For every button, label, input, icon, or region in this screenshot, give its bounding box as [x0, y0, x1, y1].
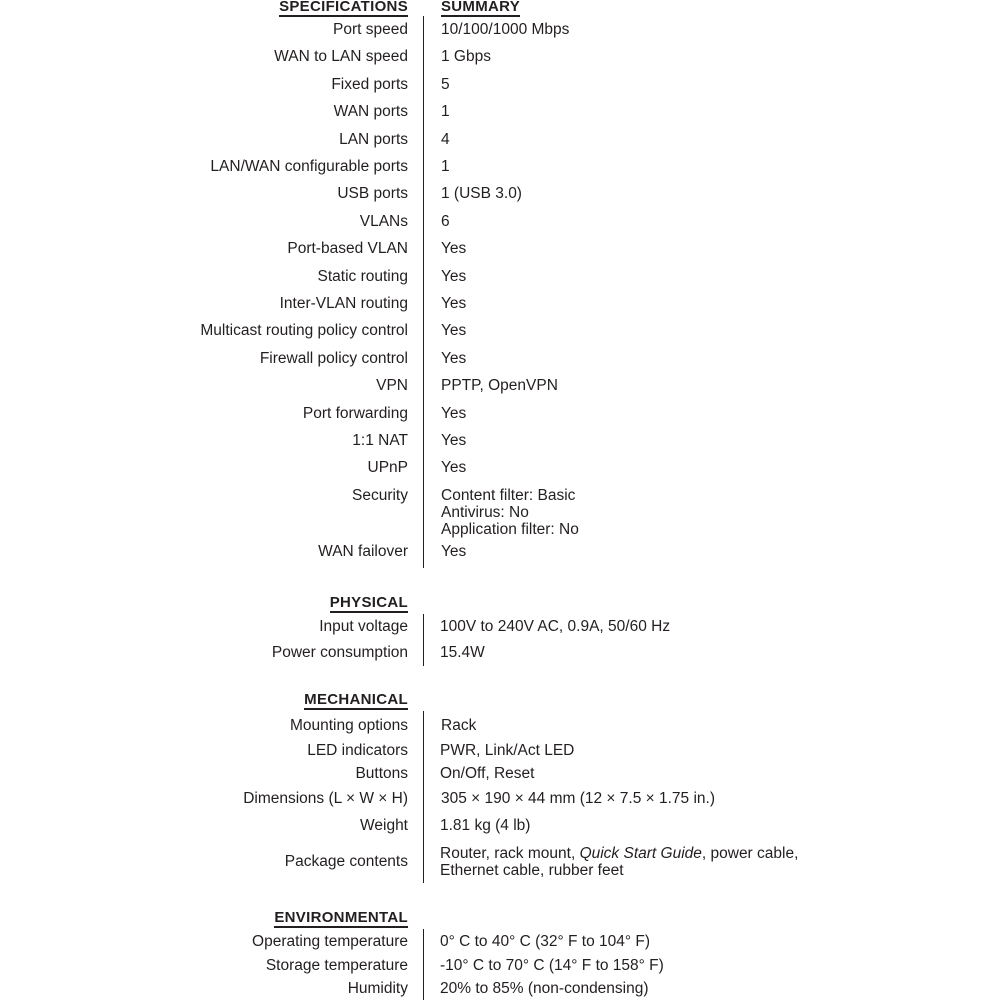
spec-label: LAN/WAN configurable ports — [210, 158, 408, 175]
spec-label: Security — [352, 487, 408, 504]
mechanical-label: Dimensions (L × W × H) — [243, 790, 408, 807]
package-contents-text: , power cable, — [701, 845, 799, 862]
environmental-value: 20% to 85% (non-condensing) — [440, 980, 649, 997]
spec-label: USB ports — [337, 185, 408, 202]
package-contents-text: Router, rack mount, — [440, 845, 580, 862]
environmental-label: Humidity — [347, 980, 408, 997]
physical-value: 15.4W — [440, 644, 485, 661]
spec-value: Yes — [441, 295, 467, 312]
spec-value: 5 — [441, 76, 450, 93]
spec-label: UPnP — [367, 459, 408, 476]
package-contents-line: Ethernet cable, rubber feet — [440, 862, 624, 879]
spec-label: LAN ports — [339, 131, 408, 148]
spec-label: VPN — [376, 377, 408, 394]
spec-label: Port speed — [333, 21, 408, 38]
mechanical-label: Mounting options — [289, 717, 408, 734]
spec-value: Yes — [441, 432, 467, 449]
security-line: Content filter: Basic — [441, 487, 576, 504]
spec-value: 1 — [441, 158, 450, 175]
environmental-value: 0° C to 40° C (32° F to 104° F) — [440, 933, 651, 950]
package-contents-line — [440, 845, 798, 862]
spec-label: Firewall policy control — [259, 350, 408, 367]
spec-value: 1 — [441, 103, 450, 120]
specifications-divider — [423, 16, 424, 568]
spec-label: Static routing — [317, 268, 408, 285]
spec-value: Yes — [441, 268, 467, 285]
physical-value: 100V to 240V AC, 0.9A, 50/60 Hz — [440, 618, 671, 635]
mechanical-value: 305 × 190 × 44 mm (12 × 7.5 × 1.75 in.) — [441, 790, 716, 807]
quick-start-guide-text: Quick Start Guide — [579, 845, 702, 862]
spec-value: 6 — [441, 213, 450, 230]
mechanical-header — [0, 693, 1000, 713]
physical-heading: PHYSICAL — [329, 594, 408, 611]
mechanical-label: Package contents — [284, 853, 408, 870]
environmental-divider — [423, 929, 424, 1000]
spec-label: Multicast routing policy control — [200, 322, 408, 339]
security-line: Application filter: No — [441, 521, 579, 538]
mechanical-label: Buttons — [355, 765, 408, 782]
mechanical-value: PWR, Link/Act LED — [440, 742, 575, 759]
spec-label: Inter-VLAN routing — [279, 295, 408, 312]
physical-label: Input voltage — [319, 618, 408, 635]
spec-value: Yes — [441, 322, 467, 339]
spec-value: PPTP, OpenVPN — [441, 377, 558, 394]
spec-value: 10/100/1000 Mbps — [441, 21, 570, 38]
summary-heading: SUMMARY — [441, 0, 521, 15]
environmental-value: -10° C to 70° C (14° F to 158° F) — [440, 957, 664, 974]
environmental-label: Storage temperature — [265, 957, 408, 974]
mechanical-label: LED indicators — [307, 742, 408, 759]
spec-value: 1 Gbps — [441, 48, 491, 65]
spec-value: Yes — [441, 405, 467, 422]
specifications-heading: SPECIFICATIONS — [279, 0, 408, 15]
spec-value: Yes — [441, 350, 467, 367]
mechanical-heading: MECHANICAL — [304, 691, 408, 708]
spec-value: 4 — [441, 131, 450, 148]
spec-label: 1:1 NAT — [352, 432, 408, 449]
spec-value-multiline — [441, 487, 579, 538]
spec-value: Yes — [441, 543, 467, 560]
spec-value: 1 (USB 3.0) — [441, 185, 522, 202]
spec-label: Fixed ports — [331, 76, 408, 93]
spec-label: WAN ports — [333, 103, 408, 120]
spec-label: Port-based VLAN — [287, 240, 408, 257]
package-contents-value — [440, 845, 798, 879]
physical-divider — [423, 614, 424, 666]
spec-value: Yes — [441, 240, 467, 257]
mechanical-value: On/Off, Reset — [440, 765, 535, 782]
specifications-header — [0, 0, 1000, 20]
environmental-header — [0, 911, 1000, 931]
mechanical-value: 1.81 kg (4 lb) — [440, 817, 531, 834]
spec-label: VLANs — [359, 213, 408, 230]
mechanical-divider — [423, 711, 424, 883]
environmental-label: Operating temperature — [252, 933, 408, 950]
environmental-heading: ENVIRONMENTAL — [274, 909, 408, 926]
mechanical-label: Weight — [360, 817, 408, 834]
security-line: Antivirus: No — [441, 504, 529, 521]
physical-header — [0, 596, 1000, 616]
spec-label: Port forwarding — [302, 405, 408, 422]
spec-value: Yes — [441, 459, 467, 476]
spec-label: WAN failover — [318, 543, 408, 560]
spec-label: WAN to LAN speed — [274, 48, 408, 65]
mechanical-value: Rack — [441, 717, 477, 734]
physical-label: Power consumption — [271, 644, 408, 661]
